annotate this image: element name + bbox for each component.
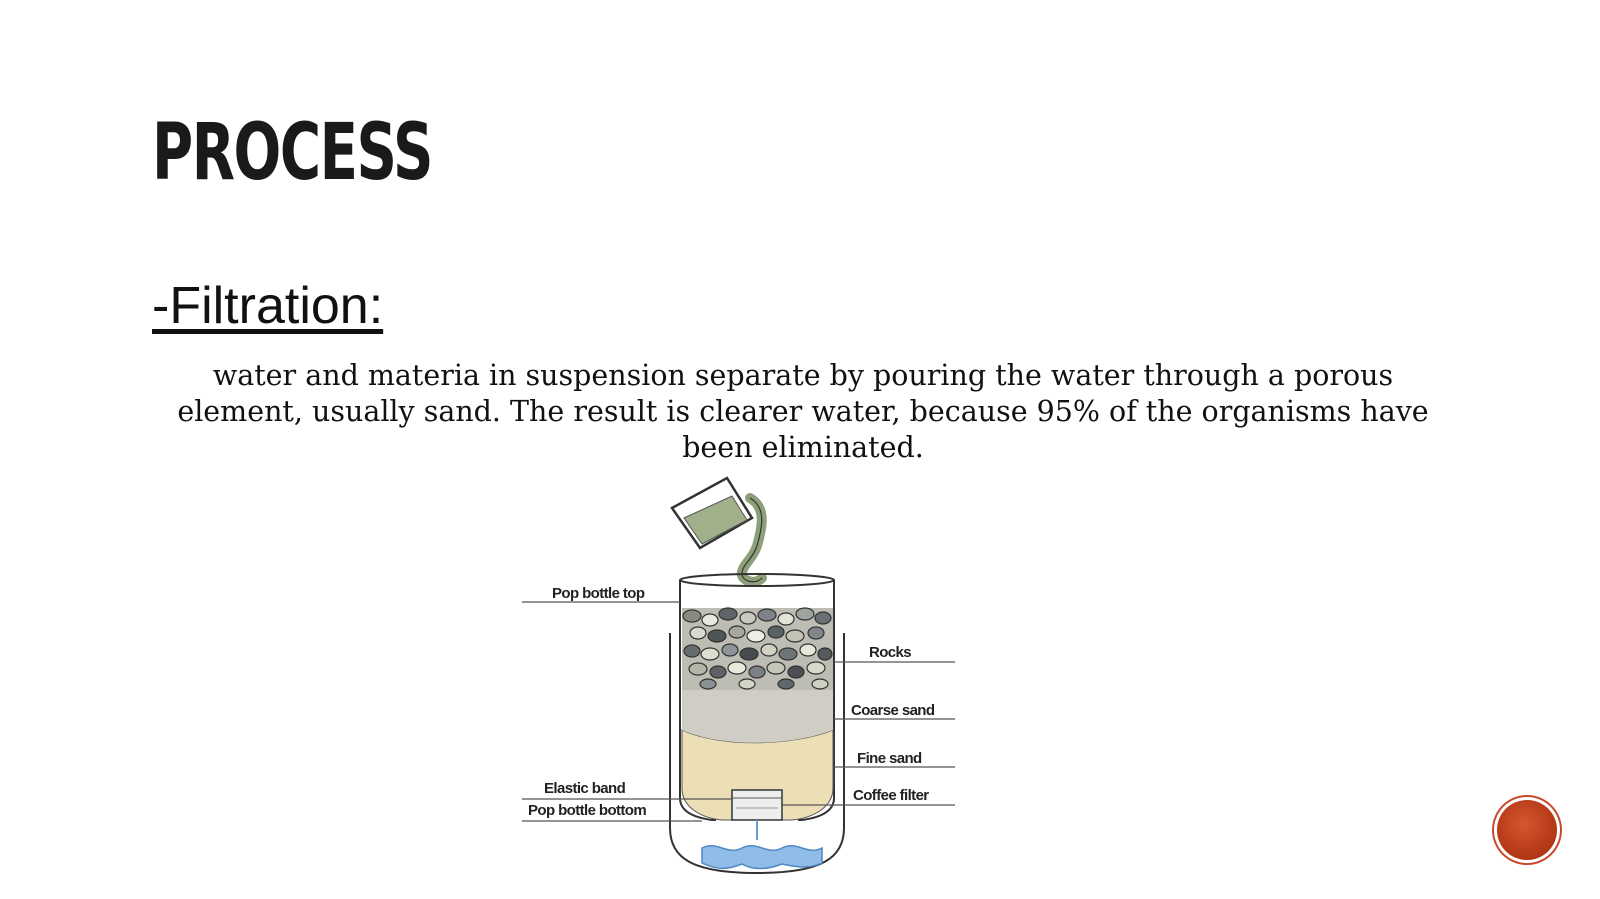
label-coarse-sand: Coarse sand [851,702,935,719]
slide-title: PROCESS [152,108,433,198]
filtration-diagram [522,468,972,886]
label-pop-bottle-top: Pop bottle top [552,585,645,602]
body-paragraph: water and materia in suspension separate by pouring the water through a porous element, usually sand. The result is clearer water, because 95% of the organisms have been eliminated. [177,359,1429,464]
label-fine-sand: Fine sand [857,750,922,767]
section-heading: -Filtration: [152,277,384,335]
pouring-cup-icon [672,478,762,582]
next-slide-button[interactable] [1497,800,1557,860]
label-pop-bottle-bottom: Pop bottle bottom [528,802,647,819]
label-rocks: Rocks [869,644,912,661]
outflow-water-icon [702,820,822,869]
label-elastic-band: Elastic band [544,780,626,797]
rocks-layer [682,608,833,690]
coarse-sand-layer [682,688,833,743]
label-coffee-filter: Coffee filter [853,787,929,804]
coffee-filter-icon [732,790,782,820]
